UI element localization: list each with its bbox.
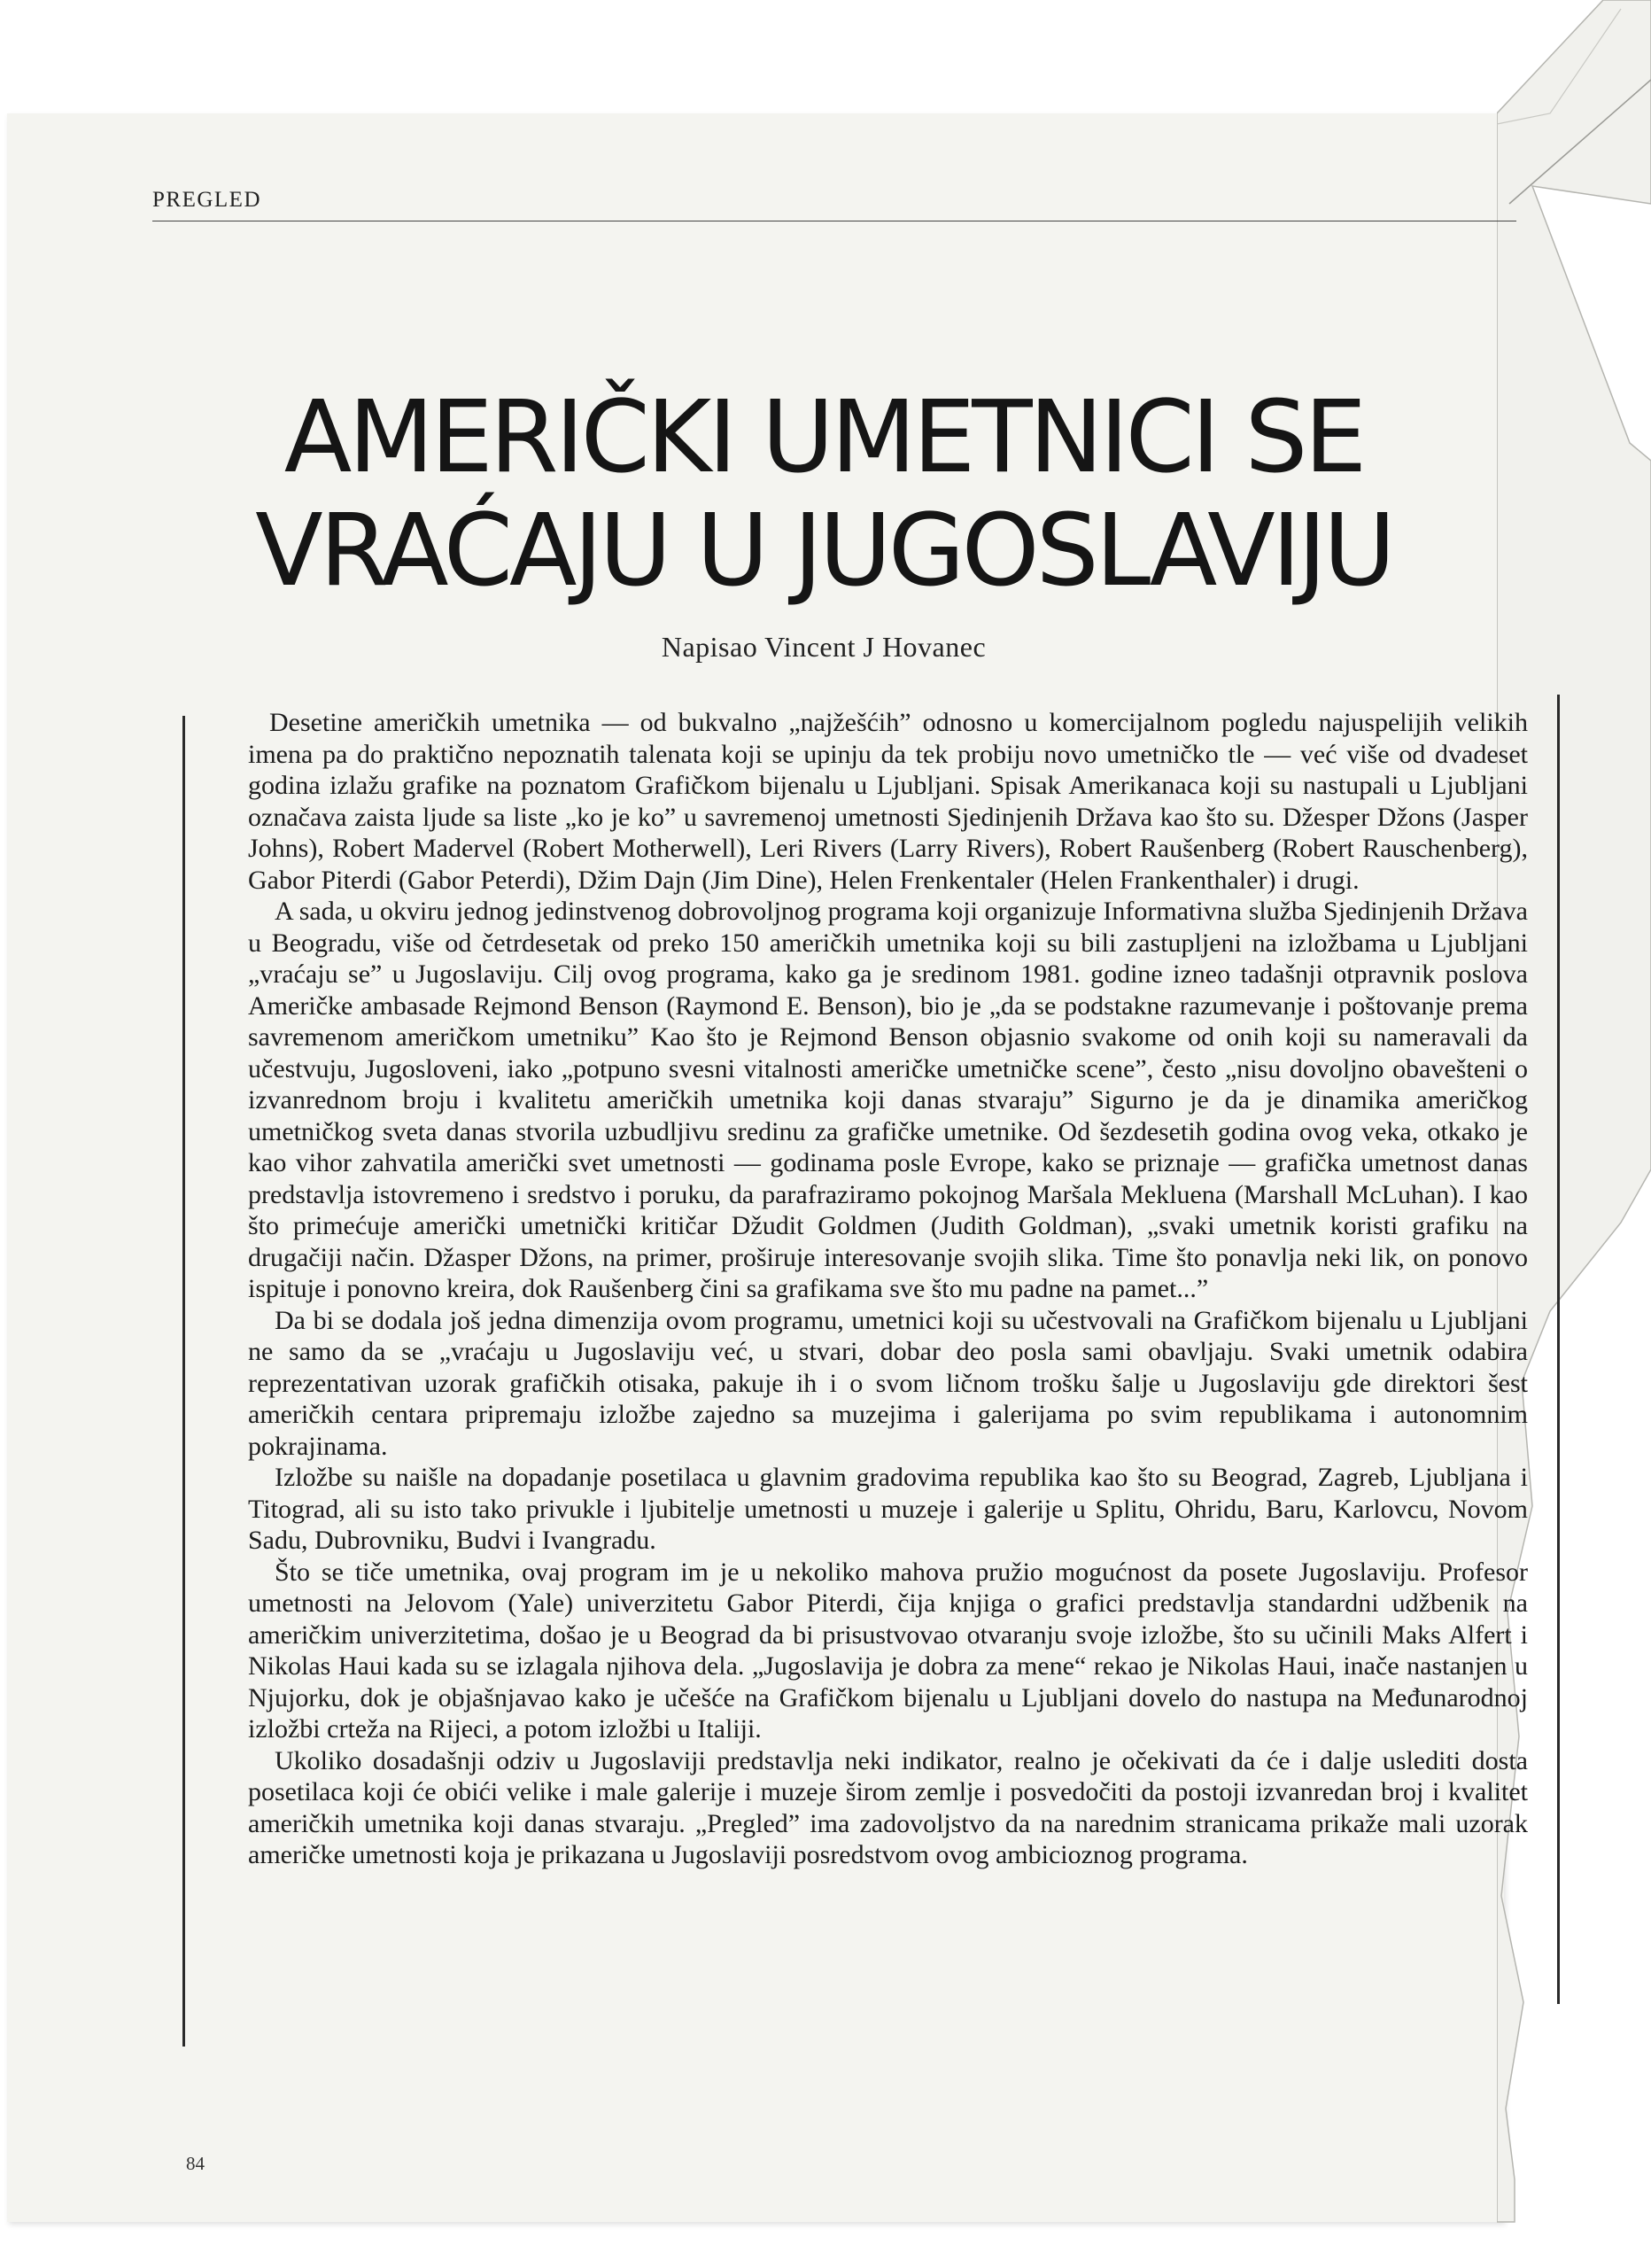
paragraph-3: Da bi se dodala još jedna dimenzija ovom programu, umetnici koji su učestvovali na Grafičkom bijenalu u Ljubljani ne samo da se „vraćaju u Jugoslaviju već, u stvari, dobar deo posla sami obavljaju. Svaki umetnik odabira reprezentativan uzorak grafičkih otisaka, pakuje ih i o svom ličnom trošku šalje u Jugoslaviju gde direktori šest američkih centara pripremaju izložbe zajedno sa muzejima i galerijama po svim republikama i autonomnim pokrajinama. [248, 1305, 1528, 1461]
title-line-2: VRAĆAJU U JUGOSLAVIJU [255, 493, 1392, 609]
article-body [248, 707, 1528, 1871]
right-column-rule [1557, 695, 1560, 2004]
paragraph-2: A sada, u okviru jednog jedinstvenog dobrovoljnog programa koji organizuje Informativna služba Sjedinjenih Država u Beogradu, više od četrdesetak od preko 150 američkih umetnika koji su bili zastupljeni na izložbama u Ljubljani „vraćaju se” u Jugoslaviju. Cilj ovog programa, kako ga je sredinom 1981. godine izneo tadašnji otpravnik poslova Američke ambasade Rejmond Benson (Raymond E. Benson), bio je „da se podstakne razumevanje i poštovanje prema savremenom američkom umetniku” Kao što je Rejmond Benson objasnio svakome od onih koji su nameravali da učestvuju, Jugosloveni, iako „potpuno svesni vitalnosti američke umetničke scene”, često „nisu dovoljno obavešteni o izvanrednom broju i kvalitetu američkih umetnika koji danas stvaraju” Sigurno je da je dinamika američkog umetničkog sveta danas stvorila uzbudljivu sredinu za grafičke umetnike. Od šezdesetih godina ovog veka, otkako je kao vihor zahvatila američki svet umetnosti — godinama posle Evrope, kako se priznaje — grafička umetnost danas predstavlja istovremeno i sredstvo i poruku, da parafraziramo pokojnog Maršala Mekluena (Marshall McLuhan). I kao što primećuje američki umetnički kritičar Džudit Goldmen (Judith Goldman), „svaki umetnik koristi grafiku na drugačiji način. Džasper Džons, na primer, proširuje interesovanje svojih slika. Time što ponavlja neki lik, on ponovo ispituje i ponovno kreira, dok Raušenberg čini sa grafikama sve što mu padne na pamet...” [248, 897, 1528, 1303]
paragraph-1: Desetine američkih umetnika — od bukvalno „najžešćih” odnosno u komercijalnom pogledu najuspelijih velikih imena pa do praktično nepoznatih talenata koji se upinju da tek probiju novo umetničko tle — već više od dvadeset godina izlažu grafike na poznatom Grafičkom bijenalu u Ljubljani. Spisak Amerikanaca koji su nastupali u Ljubljani označava zaista ljude sa liste „ko je ko” u savremenoj umetnosti Sjedinjenih Država kao što su. Džesper Džons (Jasper Johns), Robert Madervel (Robert Motherwell), Leri Rivers (Larry Rivers), Robert Raušenberg (Robert Rauschenberg), Gabor Piterdi (Gabor Peterdi), Džim Dajn (Jim Dine), Helen Frenkentaler (Helen Frankenthaler) i drugi. [248, 708, 1528, 895]
paragraph-4: Izložbe su naišle na dopadanje posetilaca u glavnim gradovima republika kao što su Beograd, Zagreb, Ljubljana i Titograd, ali su isto tako privukle i ljubitelje umetnosti u muzeje i galerije u Splitu, Ohridu, Baru, Karlovcu, Novom Sadu, Dubrovniku, Budvi i Ivangradu. [248, 1463, 1528, 1555]
left-column-rule [182, 716, 185, 2047]
title-line-1: AMERIČKI UMETNICI SE [283, 380, 1364, 495]
article-title [159, 381, 1488, 608]
section-header: PREGLED [152, 188, 261, 212]
paragraph-5: Što se tiče umetnika, ovaj program im je u nekoliko mahova pružio mogućnost da posete Jugoslaviju. Profesor umetnosti na Jelovom (Yale) univerzitetu Gabor Piterdi, čija knjiga o grafici predstavlja standardni udžbenik na američkim univerzitetima, došao je u Beograd da bi prisustvovao otvaranju svoje izložbe, što su učinili Maks Alfert i Nikolas Haui kada su se izlagala njihova dela. „Jugoslavija je dobra za mene“ rekao je Nikolas Haui, inače nastanjen u Njujorku, dok je objašnjavao kako je učešće na Grafičkom bijenalu u Ljubljani dovelo do nastupa na Međunarodnoj izložbi crteža na Rijeci, a potom izložbi u Italiji. [248, 1557, 1528, 1744]
byline: Napisao Vincent J Hovanec [661, 631, 987, 663]
page-number: 84 [186, 2153, 205, 2174]
paragraph-6: Ukoliko dosadašnji odziv u Jugoslaviji predstavlja neki indikator, realno je očekivati da će i dalje uslediti dosta posetilaca koji će obići velike i male galerije i muzeje širom zemlje i posvedočiti da postoji izvanredan broj i kvalitet američkih umetnika koji danas stvaraju. „Pregled” ima zadovoljstvo da na narednim stranicama prikaže mali uzorak američke umetnosti koja je prikazana u Jugoslaviji posredstvom ovog ambicioznog programa. [248, 1745, 1528, 1869]
